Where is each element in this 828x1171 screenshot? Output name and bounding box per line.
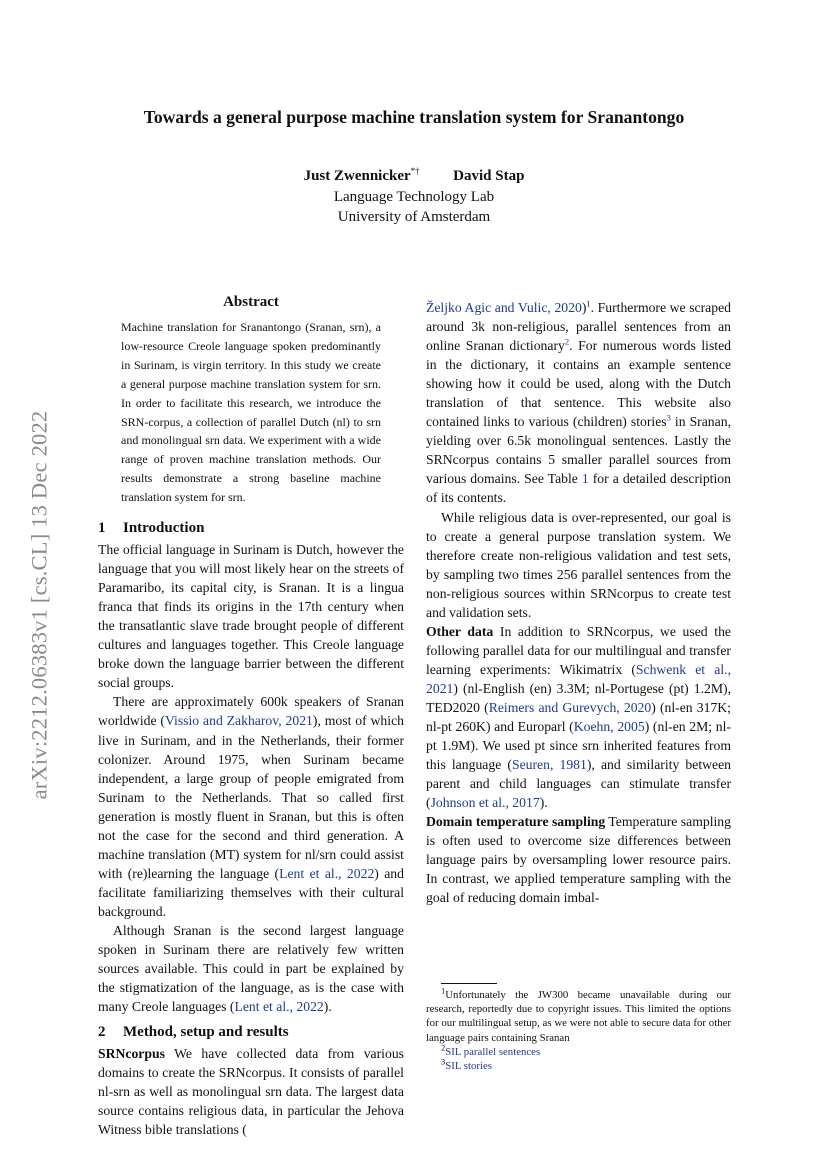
abstract-heading: Abstract xyxy=(223,294,279,310)
section-title: Introduction xyxy=(123,520,205,537)
footnote-2: $^2$SIL parallel sentences xyxy=(441,1042,541,1058)
citation-link[interactable]: Reimers and Gurevych, 2020 xyxy=(488,699,652,715)
table-reference-link[interactable]: 1 xyxy=(581,471,589,487)
footnotes xyxy=(426,983,731,1073)
author-name: Just Zwennicker xyxy=(303,168,411,184)
footnote-3: $^3$SIL stories xyxy=(441,1056,492,1073)
domain-sampling-paragraph: Domain temperature sampling Temperature sampling is often used to overcome size differences between language pairs by oversampling lower resource pairs. In contrast, we applied temperature sampling with the goal of reducing domain imbal- xyxy=(426,814,731,906)
footnote-link[interactable]: SIL stories xyxy=(445,1060,492,1073)
citation-link[interactable]: Lent et al., 2022 xyxy=(279,865,375,881)
srncorpus-paragraph-continued: Željko Agic and Vulic, 2020)$^1$. Furthermore we scraped around 3k non-religious, parallel sentences from an online Sranan dictionary$^2$. For numerous words listed in the dictionary, it contains an example sentence showing how it could be used, along with the Dutch translation of that sentence. This website also contained links to various (children) stories$^3$ in Sranan, yielding over 6.5k monolingual sentences. Lastly the SRNcorpus contains 5 smaller parallel sources from various domains. See Table 1 for a detailed description of its contents. xyxy=(426,298,732,506)
abstract-text: Machine translation for Sranantongo (Sranan, srn), a low-resource Creole language spoken predominantly in Surinam, is virgin territory. In this study we create a general purpose machine translation system for srn. In order to facilitate this research, we introduce the SRN-corpus, a collection of parallel Dutch (nl) to srn and monolingual srn data. We experiment with a wide range of proven machine translation methods. Our results demonstrate a strong baseline machine translation system for srn. xyxy=(121,320,381,505)
affiliation-lab: Language Technology Lab xyxy=(333,189,495,205)
citation-link[interactable]: Željko Agic and Vulic, 2020 xyxy=(426,300,582,315)
citation-link[interactable]: Seuren, 1981 xyxy=(511,757,587,773)
run-in-heading: Other data xyxy=(426,623,494,639)
left-column xyxy=(98,294,404,1139)
footnote-marker[interactable]: 2 xyxy=(564,336,570,347)
section-heading-method xyxy=(98,1024,404,1041)
citation-link[interactable]: Koehn, 2005 xyxy=(573,719,645,735)
author-affiliation-mark: *† xyxy=(410,166,420,176)
footnote-marker[interactable]: 3 xyxy=(666,412,671,423)
run-in-heading: Domain temperature sampling xyxy=(426,814,606,830)
srncorpus-paragraph-start: SRNcorpus We have collected data from various domains to create the SRNcorpus. It consists of parallel nl-srn as well as monolingual srn data. The largest data source contains religious data, in particular the Jehova Witness bible translations ( xyxy=(98,1046,404,1138)
footnote-marker[interactable]: 1 xyxy=(586,298,591,309)
section-number: 1 xyxy=(98,520,106,537)
other-data-paragraph: Other data In addition to SRNcorpus, we used the following parallel data for our multilingual and transfer learning experiments: Wikimatrix (Schwenk et al., 2021) (nl-English (en) 3.3M; nl-Portugese (pt) 1.2M), TED2020 (Reimers and Gurevych, 2020) (nl-en 317K; nl-pt 260K) and Europarl (Koehn, 2005) (nl-en 2M; nl-pt 1.9M). We used pt since srn inherited features from this language (Seuren, 1981), and similarity between parent and child languages can stimulate transfer (Johnson et al., 2017). xyxy=(426,623,732,811)
affiliation-university: University of Amsterdam xyxy=(337,208,491,225)
run-in-heading: SRNcorpus xyxy=(98,1046,165,1062)
section-number: 2 xyxy=(98,1024,106,1041)
footnote-1: $^1$Unfortunately the JW300 became unavailable during our research, reportedly due to copyright issues. This limited the options for our multilingual setup, as we were not able to secure data for other language pairs containing Sranan xyxy=(426,985,731,1044)
footnote-divider xyxy=(441,983,497,984)
author-name: David Stap xyxy=(453,168,525,184)
author-list xyxy=(90,168,738,185)
citation-link[interactable]: Vissio and Zakharov, 2021 xyxy=(164,713,313,729)
citation-link[interactable]: Lent et al., 2022 xyxy=(234,999,324,1015)
footnote-link[interactable]: SIL parallel sentences xyxy=(445,1045,541,1058)
intro-paragraph-2: There are approximately 600k speakers of Sranan worldwide (Vissio and Zakharov, 2021), most of which live in Surinam, and in the Netherlands, their former colonizer. Around 1975, when Surinam became independent, a large group of people emigrated from Surinam to the Netherlands. That so called first generation is mostly fluent in Sranan, but this is often not the case for the second and third generation. A machine translation (MT) system for nl/srn could assist with (re)learning the language (Lent et al., 2022) and facilitate familiarizing themselves with their cultural background. xyxy=(98,694,404,919)
right-column xyxy=(426,298,731,908)
intro-paragraph-3: Although Sranan is the second largest language spoken in Surinam there are relatively few written sources available. This could in part be explained by the stigmatization of the language, as is the case with many Creole languages (Lent et al., 2022). xyxy=(98,923,404,1015)
citation-link[interactable]: Schwenk et al., 2021 xyxy=(426,661,731,696)
section-title: Method, setup and results xyxy=(123,1024,289,1041)
arxiv-stamp-text: arXiv:2212.06383v1 [cs.CL] 13 Dec 2022 xyxy=(26,410,52,800)
paper-title: Towards a general purpose machine translation system for Sranantongo xyxy=(143,107,685,127)
goal-paragraph: While religious data is over-represented, our goal is to create a general purpose translation system. We therefore create non-religious validation and test sets, by sampling two times 256 parallel sentences from the non-religious sources within SRNcorpus to create test and validation sets. xyxy=(426,509,731,620)
section-heading-introduction xyxy=(98,520,404,537)
intro-paragraph-1: The official language in Surinam is Dutch, however the language that you will most likely hear on the streets of Paramaribo, its capital city, is Sranan. It is a lingua franca that finds its origins in the 17th century when the transatlantic slave trade brought people of different cultures and languages together. This Creole language broke down the language barrier between the different social groups. xyxy=(98,542,404,691)
arxiv-stamp xyxy=(14,360,64,850)
citation-link[interactable]: Johnson et al., 2017 xyxy=(430,795,540,811)
affiliation xyxy=(90,188,738,227)
